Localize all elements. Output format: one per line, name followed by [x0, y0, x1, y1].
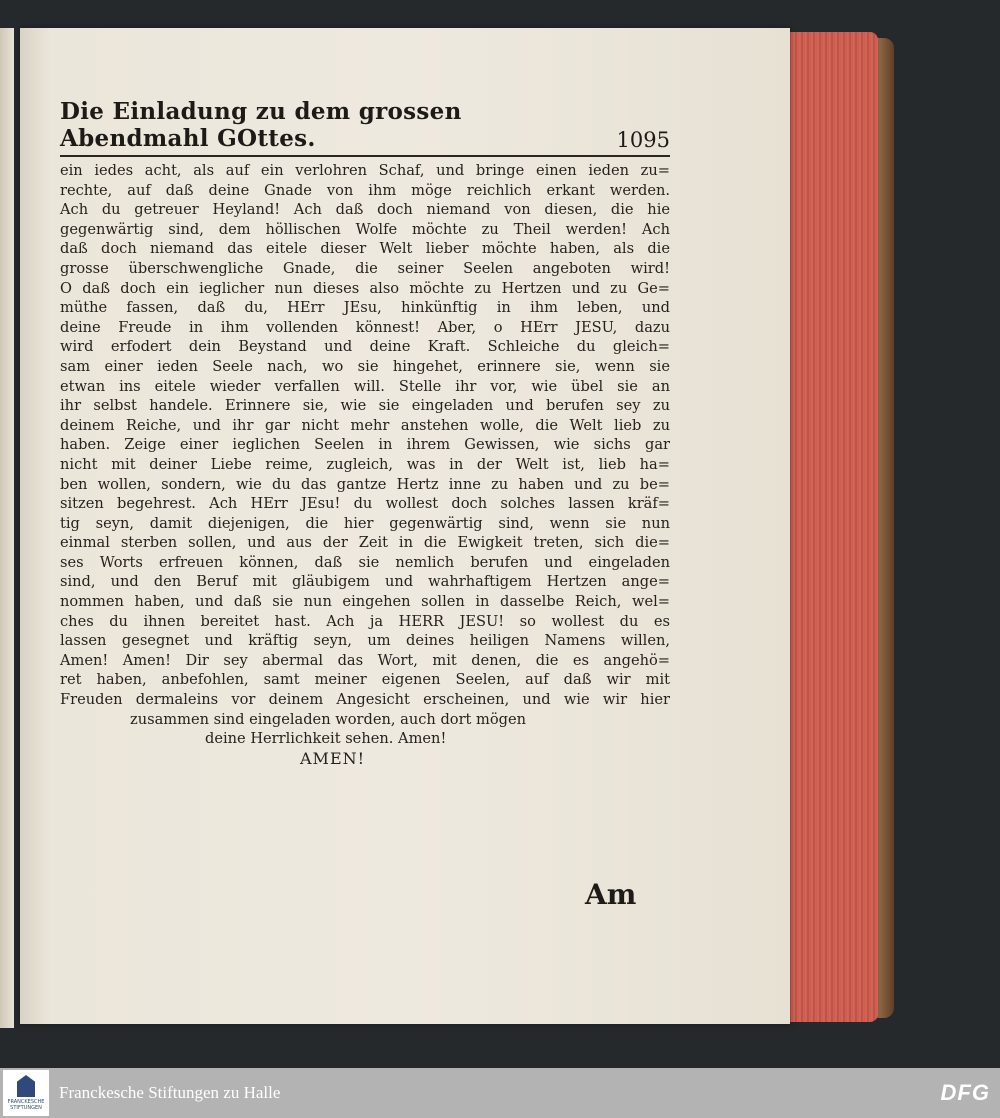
- text-line: etwan ins eitele wieder verfallen will. Stelle ihr vor, wie übel sie an: [60, 377, 670, 395]
- text-line: rechte, auf daß deine Gnade von ihm möge reichlich erkant werden.: [60, 181, 670, 199]
- text-line: sam einer ieden Seele nach, wo sie hingehet, erinnere sie, wenn sie: [60, 357, 670, 375]
- text-line: lassen gesegnet und kräftig seyn, um deines heiligen Namens willen,: [60, 632, 670, 650]
- page-number: 1095: [616, 128, 670, 152]
- page-edges: [786, 32, 878, 1022]
- footer-bar: [0, 1068, 1000, 1118]
- body-text: [60, 161, 670, 710]
- text-line: ein iedes acht, als auf ein verlohren Schaf, und bringe einen ieden zu=: [60, 162, 670, 179]
- text-line: ches du ihnen bereitet hast. Ach ja HERR JESU! so wollest du es: [60, 612, 670, 630]
- text-line: ses Worts erfreuen können, daß sie nemlich berufen und eingeladen: [60, 553, 670, 571]
- text-line: deine Freude in ihm vollenden könnest! Aber, o HErr JESU, dazu: [60, 318, 670, 336]
- text-line: haben. Zeige einer ieglichen Seelen in ihrem Gewissen, wie sichs gar: [60, 436, 670, 454]
- text-line: grosse überschwengliche Gnade, die seiner Seelen angeboten wird!: [60, 259, 670, 277]
- building-icon: [17, 1075, 35, 1097]
- text-line: sind, und den Beruf mit gläubigem und wahrhaftigem Hertzen ange=: [60, 573, 670, 591]
- text-line: ret haben, anbefohlen, samt meiner eigenen Seelen, auf daß wir mit: [60, 671, 670, 689]
- text-line: Amen! Amen! Dir sey abermal das Wort, mit denen, die es angehö=: [60, 651, 670, 669]
- text-line: wird erfodert dein Beystand und deine Kraft. Schleiche du gleich=: [60, 338, 670, 356]
- page-header: [60, 98, 670, 157]
- text-line: Freuden dermaleins vor deinem Angesicht erscheinen, und wie wir hier: [60, 691, 670, 709]
- book: [14, 24, 894, 1030]
- dfg-logo[interactable]: DFG: [940, 1080, 990, 1105]
- text-line: O daß doch ein ieglicher nun dieses also möchte zu Hertzen und zu Ge=: [60, 279, 670, 297]
- text-line: ihr selbst handele. Erinnere sie, wie sie eingeladen und berufen sey zu: [60, 397, 670, 415]
- text-line: Ach du getreuer Heyland! Ach daß doch niemand von diesen, die hie: [60, 201, 670, 219]
- book-page: [20, 28, 790, 1024]
- text-line: nicht mit deiner Liebe reime, zugleich, was in der Welt ist, lieb ha=: [60, 455, 670, 473]
- text-line: nommen haben, und daß sie nun eingehen sollen in dasselbe Reich, wel=: [60, 593, 670, 611]
- text-line: tig seyn, damit diejenigen, die hier gegenwärtig sind, wenn sie nun: [60, 514, 670, 532]
- left-page-edge: [0, 28, 14, 1028]
- text-line: sitzen begehrest. Ach HErr JEsu! du wollest doch solches lassen kräf=: [60, 495, 670, 513]
- text-line: deinem Reiche, und ihr gar nicht mehr anstehen wolle, die Welt lieb zu: [60, 416, 670, 434]
- institution-logo[interactable]: [3, 1070, 49, 1116]
- text-line: daß doch niemand das eitele dieser Welt lieber möchte haben, als die: [60, 240, 670, 258]
- logo-text: FRANCKESCHE STIFTUNGEN: [7, 1099, 45, 1111]
- catchword: Am: [585, 878, 637, 911]
- closing-line: deine Herrlichkeit sehen. Amen!: [205, 730, 447, 748]
- running-title: Die Einladung zu dem grossen Abendmahl GOttes.: [60, 98, 462, 152]
- text-line: gegenwärtig sind, dem höllischen Wolfe möchte zu Theil werden! Ach: [60, 220, 670, 238]
- text-line: müthe fassen, daß du, HErr JEsu, hinkünftig in ihm leben, und: [60, 299, 670, 317]
- closing-amen: AMEN!: [300, 748, 366, 768]
- text-line: einmal sterben sollen, und aus der Zeit in die Ewigkeit treten, sich die=: [60, 534, 670, 552]
- text-line: ben wollen, sondern, wie du das gantze Hertz inne zu haben und zu be=: [60, 475, 670, 493]
- closing-line: zusammen sind eingeladen worden, auch dort mögen: [130, 710, 527, 728]
- institution-name[interactable]: Franckesche Stiftungen zu Halle: [59, 1083, 281, 1102]
- closing-lines: [60, 710, 670, 769]
- text-block: [60, 98, 670, 768]
